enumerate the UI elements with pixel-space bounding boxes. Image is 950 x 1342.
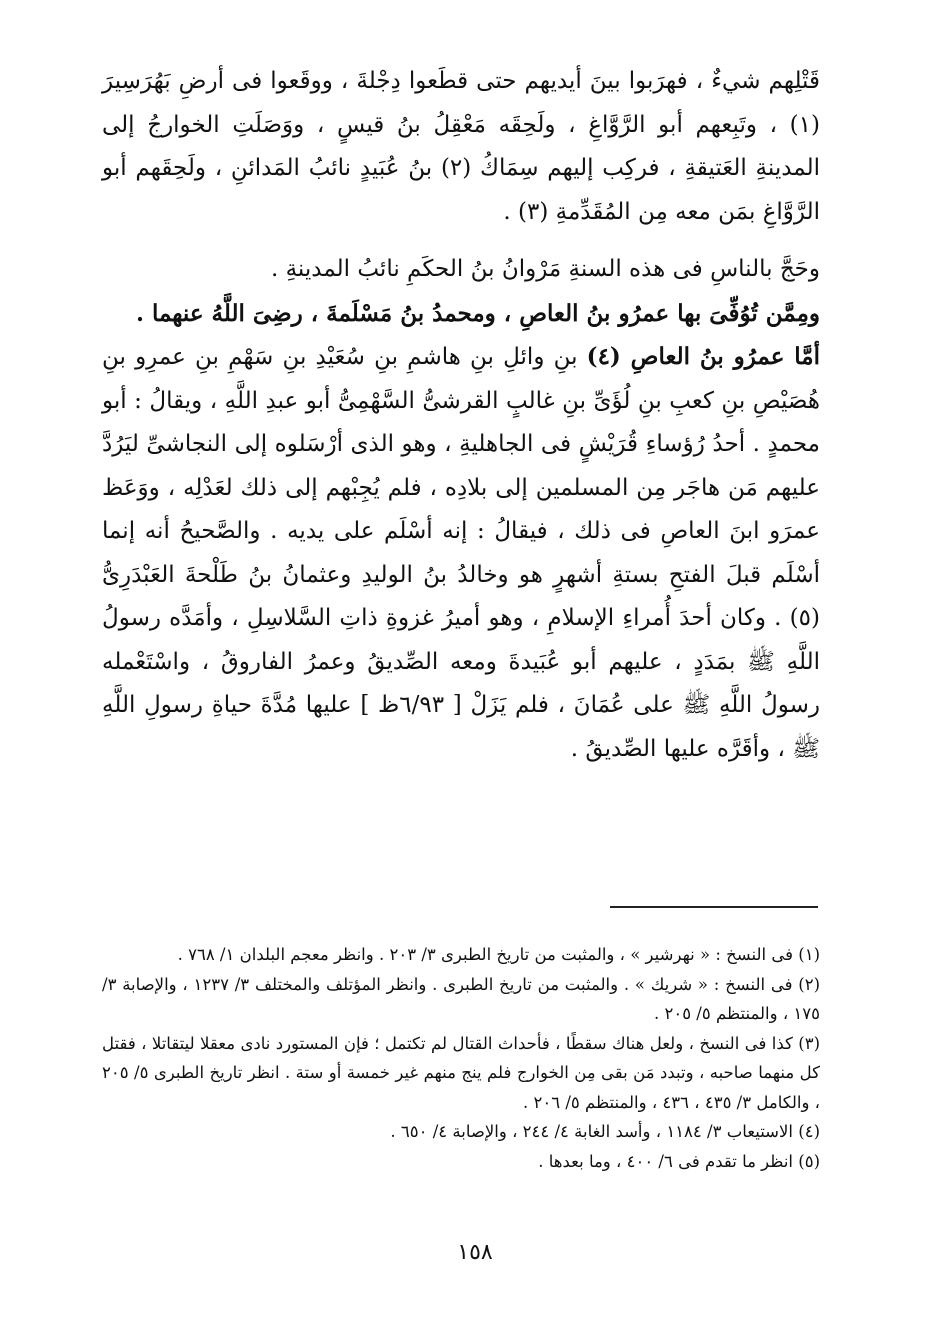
paragraph-biography bbox=[102, 335, 820, 771]
biography-heading: أمَّا عمرُو بنُ العاصِ (٤) bbox=[586, 343, 820, 370]
paragraph-1: قَتْلِهم شيءٌ ، فهرَبوا بينَ أيديهم حتى قطَعوا دِجْلةَ ، ووقَعوا فى أرضِ بَهُرَسِيرَ (١) ، وتَبِعهم أبو الرَّوَّاغِ ، ولَحِقَه مَعْقِلُ بنُ قيسٍ ، ووَصَلَتِ الخوارجُ إلى المدينةِ العَتيقةِ ، فركِب إليهم سِمَاكُ (٢) بنُ عُبَيدٍ نائبُ المَدائنِ ، ولَحِقَهم أبو الرَّوَّاغِ بمَن معه مِن المُقَدِّمةِ (٣) . bbox=[102, 68, 820, 225]
footnote-4: (٤) الاستيعاب ٣/ ١١٨٤ ، وأسد الغابة ٤/ ٢٤٤ ، والإصابة ٤/ ٦٥٠ . bbox=[390, 1122, 820, 1141]
footnote-1: (١) فى النسخ : « نهرشير » ، والمثبت من تاريخ الطبرى ٣/ ٢٠٣ . وانظر معجم البلدان ١/ ٧٦٨ . bbox=[177, 945, 820, 964]
footnotes bbox=[102, 940, 820, 1176]
biography-body: بنِ وائلِ بنِ هاشمِ بنِ سُعَيْدِ بنِ سَهْمِ بنِ عمرِو بنِ هُصَيْصِ بنِ كعبِ بنِ لُؤَىِّ بنِ غالبٍ القرشىُّ السَّهْمِىُّ أبو عبدِ اللَّهِ ، ويقالُ : أبو محمدٍ . أحدُ رُؤساءِ قُرَيْشٍ فى الجاهليةِ ، وهو الذى أرْسَلوه إلى النجاشىِّ ليَرُدَّ عليهم مَن هاجَر مِن المسلمين إلى بلادِه ، فلم يُجِبْهم إلى ذلك لعَدْلِه ، ووَعَظ عمرَو ابنَ العاصِ فى ذلك ، فيقالُ : إنه أسْلَم على يديه . والصَّحيحُ أنه إنما أسْلَم قبلَ الفتحِ بستةِ أشهرٍ هو وخالدُ بنُ الوليدِ وعثمانُ بنُ طَلْحةَ العَبْدَرِىُّ (٥) . وكان أحدَ أُمراءِ الإسلامِ ، وهو أميرُ غزوةِ ذاتِ السَّلاسِلِ ، وأمَدَّه رسولُ اللَّهِ ﷺ بمَدَدٍ ، عليهم أبو عُبَيدةَ ومعه الصِّديقُ وعمرُ الفاروقُ ، واسْتَعْمله رسولُ اللَّهِ ﷺ على عُمَانَ ، فلم يَزَلْ [ ٦/٩٣ظ ] عليها مُدَّةَ حياةِ رسولِ اللَّهِ ﷺ ، وأقَرَّه عليها الصِّديقُ . bbox=[102, 344, 820, 762]
footnote-2: (٢) فى النسخ : « شريك » . والمثبت من تاريخ الطبرى . وانظر المؤتلف والمختلف ٣/ ١٢٣٧ ، والإصابة ٣/ ١٧٥ ، والمنتظم ٥/ ٢٠٥ . bbox=[102, 974, 820, 1023]
paragraph-hajj: وحَجَّ بالناسِ فى هذه السنةِ مَرْوانُ بنُ الحكَمِ نائبُ المدينةِ . bbox=[270, 256, 820, 282]
page-number: ١٥٨ bbox=[457, 1240, 493, 1265]
footnote-3: (٣) كذا فى النسخ ، ولعل هناك سقطًا ، فأحداث القتال لم تكتمل ؛ فإن المستورد نادى معقلا ليتقاتلا ، فقتل كل منهما صاحبه ، وتبدد مَن بقى مِن الخوارج فلم ينج منهم غير خمسة أو ستة . انظر تاريخ الطبرى ٥/ ٢٠٥ ، والكامل ٣/ ٤٣٥ ، ٤٣٦ ، والمنتظم ٥/ ٢٠٦ . bbox=[102, 1033, 820, 1112]
main-text bbox=[102, 60, 820, 771]
paragraph-deaths: ومِمَّن تُوُفِّىَ بها عمرُو بنُ العاصِ ، ومحمدُ بنُ مَسْلَمةَ ، رضِىَ اللَّهُ عنهما . bbox=[135, 299, 820, 327]
footnote-5: (٥) انظر ما تقدم فى ٦/ ٤٠٠ ، وما بعدها . bbox=[538, 1151, 820, 1171]
footnote-divider bbox=[610, 906, 818, 908]
